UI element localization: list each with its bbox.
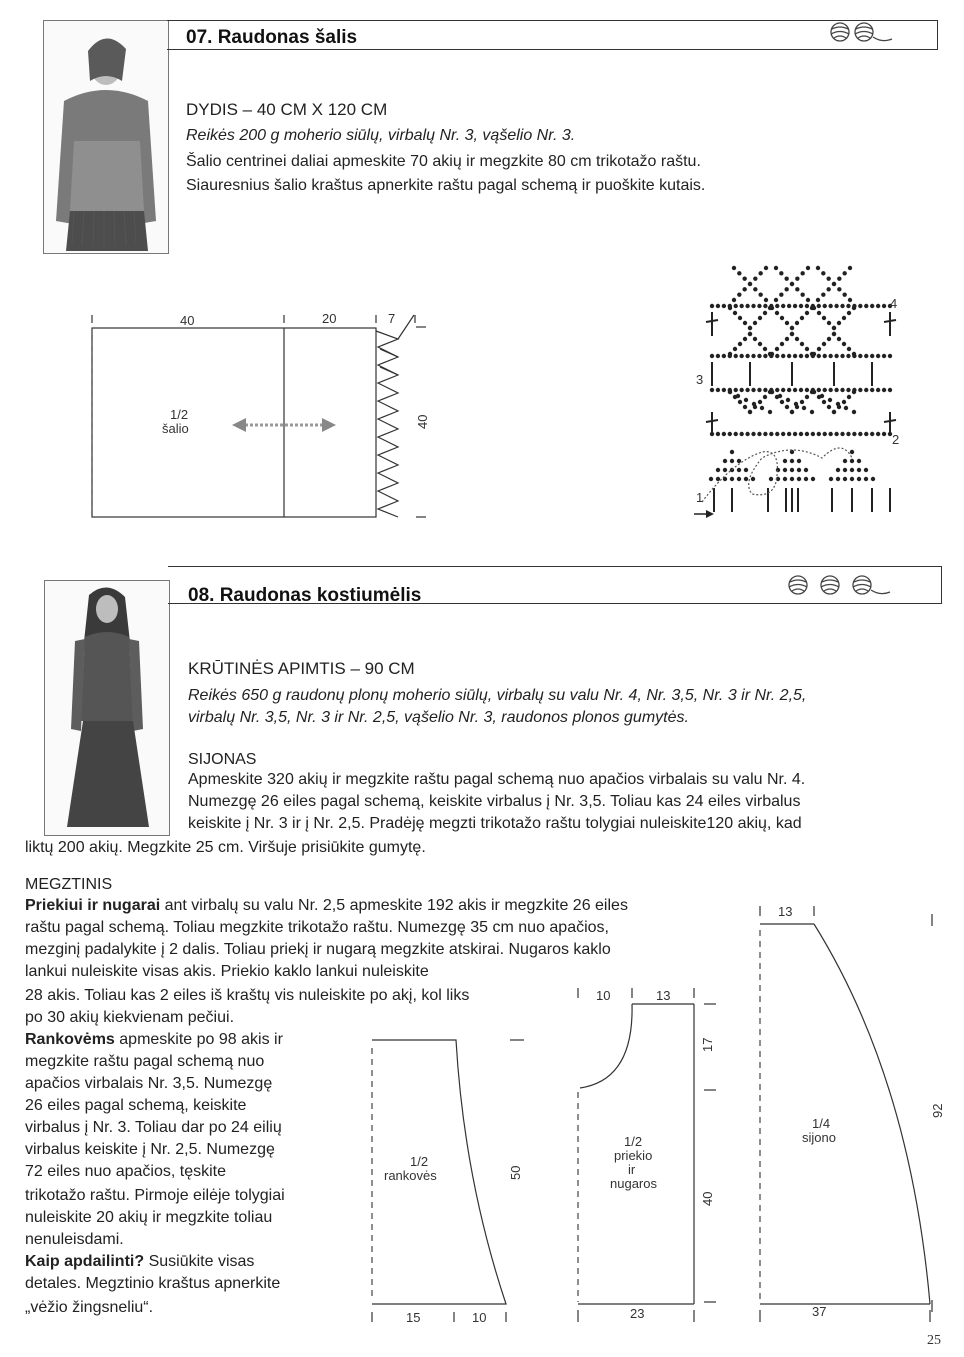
section-08-materials-1: Reikės 650 g raudonų plonų moherio siūlų, virbalų su valu Nr. 4, Nr. 3,5, Nr. 3 ir Nr. 2,5, — [188, 687, 807, 704]
front-back-schematic — [570, 980, 730, 1328]
front-back-text-1: ant virbalų su valu Nr. 2,5 apmeskite 192 akis ir megzkite 26 eiles — [160, 897, 628, 914]
yarn-ball-icon — [784, 570, 894, 606]
finish-line-2: detales. Megztinio kraštus apnerkite — [25, 1275, 281, 1292]
section-07-line-1: Šalio centrinei daliai apmeskite 70 akių ir megzkite 80 cm trikotažo raštu. — [186, 153, 701, 170]
dim-20-label: 20 — [322, 311, 337, 326]
sleeves-text-1: apmeskite po 98 akis ir — [114, 1031, 283, 1048]
body-label-fraction: 1/2 — [624, 1134, 643, 1149]
chart-row-2-label: 2 — [892, 432, 900, 447]
sleeves-line-3: apačios virbalais Nr. 3,5. Numezgę — [25, 1075, 273, 1092]
dim-side-40-label: 40 — [415, 414, 430, 429]
sleeve-label-fraction: 1/2 — [410, 1154, 429, 1169]
sleeve-bottom-b-label: 10 — [472, 1310, 487, 1325]
chart-row-1-label: 1 — [696, 490, 704, 505]
front-back-line-4: lankui nuleiskite visas akis. Priekio kaklo lankui nuleiskite — [25, 963, 429, 980]
part-label-name: šalio — [162, 421, 189, 436]
sleeve-bottom-a-label: 15 — [406, 1310, 421, 1325]
skirt-heading: SIJONAS — [188, 751, 257, 768]
sleeve-label-name: rankovės — [384, 1168, 437, 1183]
skirt-height-label: 92 — [930, 1103, 945, 1118]
section-08-title: 08. Raudonas kostiumėlis — [188, 585, 422, 606]
skirt-top-label: 13 — [778, 904, 793, 919]
model-photo-shawl — [43, 20, 169, 254]
sleeves-line-2: megzkite raštu pagal schemą nuo — [25, 1053, 265, 1070]
yarn-ball-icon — [826, 17, 898, 53]
dim-40-label: 40 — [180, 313, 195, 328]
skirt-line-3: keiskite į Nr. 3 ir į Nr. 2,5. Pradėję megzti trikotažo raštu tolygiai nuleiskite120 akių, kad — [188, 815, 802, 832]
section-07-materials: Reikės 200 g moherio siūlų, virbalų Nr. 3, vąšelio Nr. 3. — [186, 127, 576, 144]
shawl-schematic — [80, 305, 440, 530]
chart-row-4-label: 4 — [890, 296, 898, 311]
body-label-ir: ir — [628, 1162, 636, 1177]
skirt-line-4: liktų 200 akių. Megzkite 25 cm. Viršuje prisiūkite gumytę. — [25, 839, 426, 856]
dim-7-label: 7 — [388, 311, 396, 326]
front-back-line-3: mezginį padalykite į 2 dalis. Toliau priekį ir nugarą megzkite atskirai. Nugaros kaklo — [25, 941, 611, 958]
sleeves-line-5: virbalus į Nr. 3. Toliau dar po 24 eilių — [25, 1119, 282, 1136]
sweater-heading: MEGZTINIS — [25, 876, 113, 893]
section-07-title: 07. Raudonas šalis — [186, 27, 358, 48]
model-photo-suit — [44, 580, 170, 836]
skirt-label-fraction: 1/4 — [812, 1116, 831, 1131]
sleeves-line-8: trikotažo raštu. Pirmoje eilėje tolygiai — [25, 1187, 285, 1204]
skirt-line-1: Apmeskite 320 akių ir megzkite raštu pagal schemą nuo apačios virbalais su valu Nr. 4. — [188, 771, 806, 788]
skirt-label-name: sijono — [802, 1130, 836, 1145]
finish-bold: Kaip apdailinti? — [25, 1253, 145, 1270]
sleeves-line-7: 72 eiles nuo apačios, tęskite — [25, 1163, 227, 1180]
finish-line-3: „vėžio žingsneliu“. — [25, 1299, 154, 1316]
chart-row-3-label: 3 — [696, 372, 704, 387]
sleeves-line-10: nenuleisdami. — [25, 1231, 124, 1248]
front-back-line-6: po 30 akių kiekvienam pečiui. — [25, 1009, 235, 1026]
crochet-stitch-chart — [692, 262, 912, 524]
finish-text-1: Susiūkite visas — [144, 1253, 255, 1270]
sleeves-line-4: 26 eiles pagal schemą, keiskite — [25, 1097, 247, 1114]
sleeves-bold: Rankovėms — [25, 1031, 115, 1048]
body-bottom-label: 23 — [630, 1306, 645, 1321]
skirt-bottom-label: 37 — [812, 1304, 827, 1319]
skirt-line-2: Numezgę 26 eiles pagal schemą, keiskite virbalus į Nr. 3,5. Toliau kas 24 eiles virbalus — [188, 793, 801, 810]
finish-line-1 — [25, 1251, 254, 1273]
part-label-fraction: 1/2 — [170, 407, 189, 422]
body-top-a-label: 10 — [596, 988, 611, 1003]
section-08-size: KRŪTINĖS APIMTIS – 90 CM — [188, 659, 415, 678]
section-07-line-2: Siauresnius šalio kraštus apnerkite raštu pagal schemą ir puoškite kutais. — [186, 177, 706, 194]
sleeves-line-9: nuleiskite 20 akių ir megzkite toliau — [25, 1209, 273, 1226]
front-back-line-5: 28 akis. Toliau kas 2 eiles iš kraštų vis nuleiskite po akį, kol liks — [25, 987, 470, 1004]
sleeves-line-6: virbalus keiskite į Nr. 2,5. Numezgę — [25, 1141, 275, 1158]
sleeve-schematic — [360, 1028, 530, 1328]
body-label-nugaros: nugaros — [610, 1176, 657, 1191]
front-back-line-2: raštu pagal schemą. Toliau megzkite trikotažo raštu. Numezgę 35 cm nuo apačios, — [25, 919, 609, 936]
front-back-line-1 — [25, 895, 628, 917]
body-side-a-label: 17 — [700, 1037, 715, 1052]
body-label-priekio: priekio — [614, 1148, 653, 1163]
body-top-b-label: 13 — [656, 988, 671, 1003]
body-side-b-label: 40 — [700, 1191, 715, 1206]
sleeves-line-1 — [25, 1029, 283, 1051]
page-number: 25 — [927, 1333, 941, 1348]
sleeve-height-label: 50 — [508, 1165, 523, 1180]
section-08-materials-2: virbalų Nr. 3,5, Nr. 3 ir Nr. 2,5, vąšelio Nr. 3, raudonos plonos gumytės. — [188, 709, 689, 726]
section-07-size: DYDIS – 40 CM X 120 CM — [186, 100, 388, 119]
front-back-bold: Priekiui ir nugarai — [25, 897, 161, 914]
skirt-schematic — [750, 898, 950, 1328]
